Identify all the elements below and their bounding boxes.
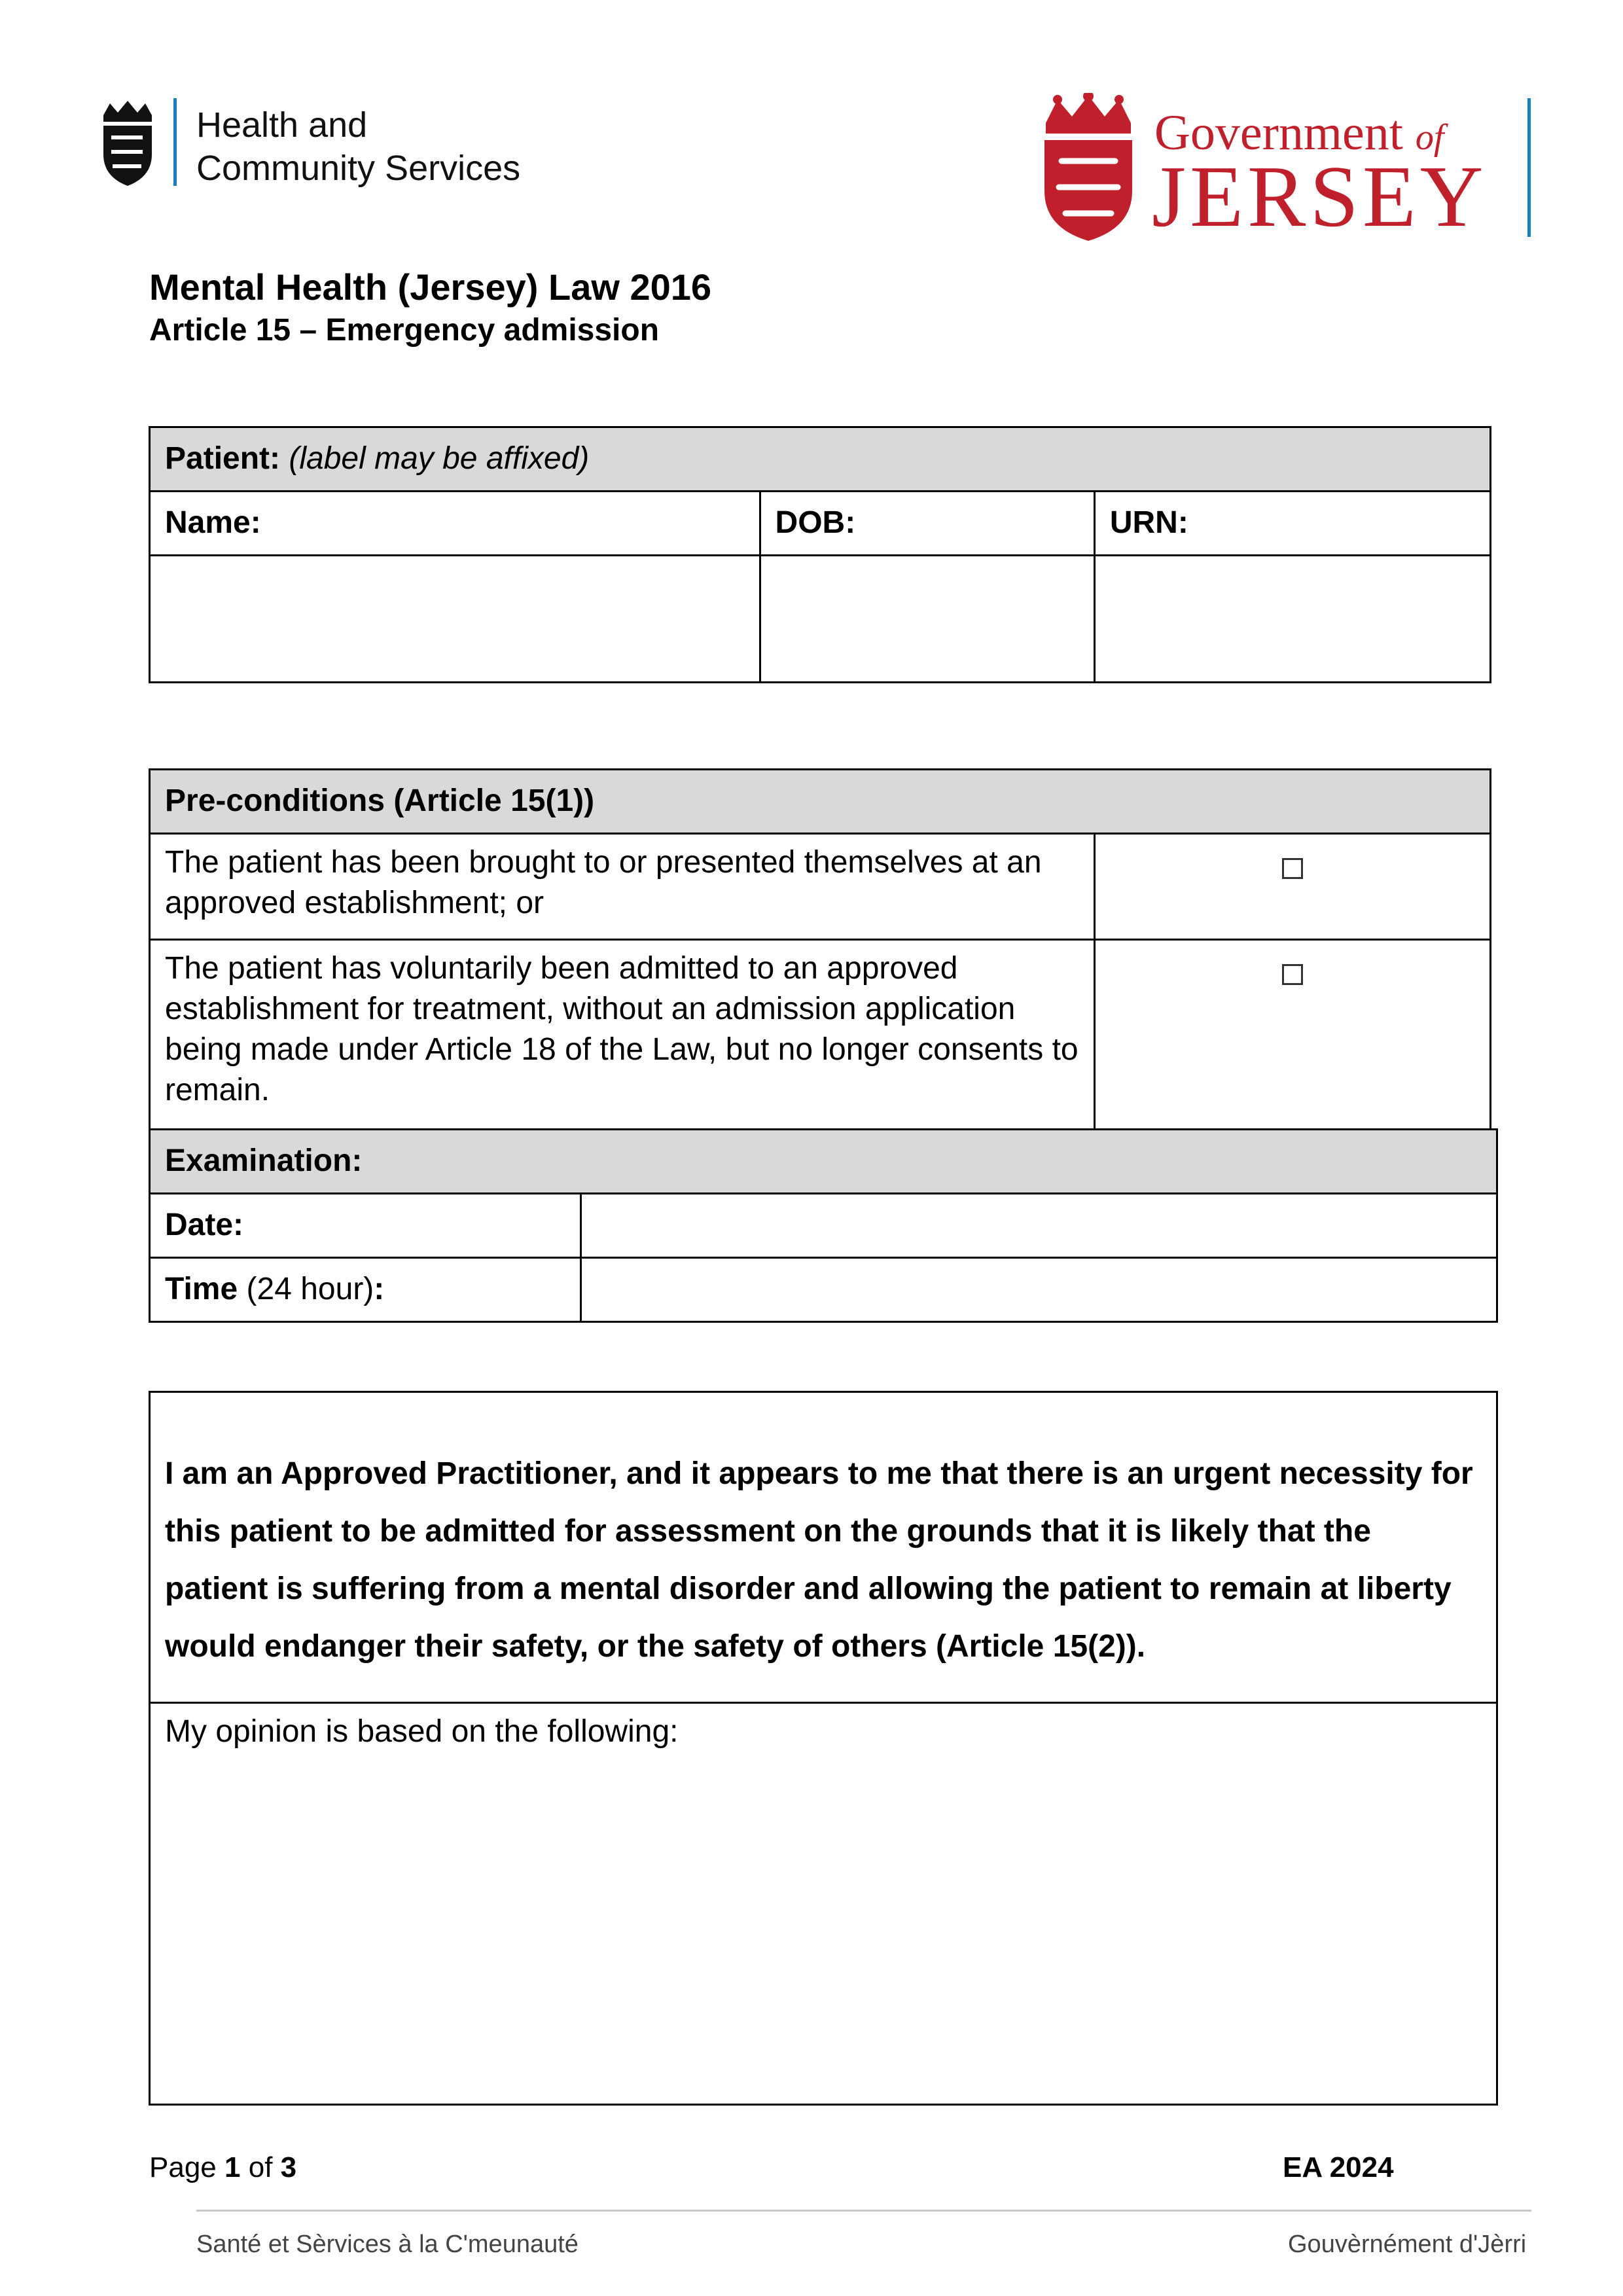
jersey-crest-icon	[1039, 93, 1137, 242]
name-field[interactable]	[150, 556, 760, 683]
preconditions-heading: Pre-conditions (Article 15(1))	[150, 770, 1491, 834]
document-title: Mental Health (Jersey) Law 2016	[149, 266, 712, 308]
document-subtitle: Article 15 – Emergency admission	[149, 313, 660, 348]
patient-table	[149, 426, 1491, 683]
dob-field[interactable]	[760, 556, 1094, 683]
urn-field[interactable]	[1094, 556, 1490, 683]
footer-divider	[196, 2210, 1531, 2212]
hcs-logo-text	[196, 103, 520, 190]
practitioner-statement: I am an Approved Practitioner, and it appears to me that there is an urgent necessity for this patient to be admitted for assessment on the grounds that it is likely that the patient is suffering from a mental disorder and allowing the patient to remain at liberty would endanger their safety, or the safety of others (Article 15(2)).	[150, 1392, 1497, 1703]
opinion-label: My opinion is based on the following:	[165, 1714, 679, 1749]
goj-divider	[1527, 98, 1531, 237]
hcs-crest-icon	[99, 99, 156, 187]
dob-label: DOB:	[760, 492, 1094, 556]
precondition-cell-2	[1094, 940, 1490, 1130]
statement-table	[149, 1391, 1498, 2106]
goj-jersey-text: JERSEY	[1152, 148, 1488, 245]
hcs-line1: Health and	[196, 105, 368, 145]
preconditions-table	[149, 768, 1491, 1130]
footer-left-text: Santé et Sèrvices à la C'meunauté	[196, 2231, 579, 2258]
exam-time-label: Time (24 hour):	[150, 1258, 581, 1322]
precondition-checkbox-1[interactable]	[1282, 858, 1303, 879]
opinion-field[interactable]	[150, 1703, 1497, 2105]
exam-date-field[interactable]	[581, 1194, 1497, 1258]
goj-government-text: Government of	[1154, 105, 1444, 160]
exam-date-label: Date:	[150, 1194, 581, 1258]
examination-table	[149, 1128, 1498, 1323]
precondition-cell-1	[1094, 834, 1490, 940]
exam-time-field[interactable]	[581, 1258, 1497, 1322]
precondition-checkbox-2[interactable]	[1282, 964, 1303, 985]
hcs-line2: Community Services	[196, 149, 521, 188]
precondition-text-1: The patient has been brought to or presented themselves at an approved establishment; or	[150, 834, 1095, 940]
precondition-text-2: The patient has voluntarily been admitted to an approved establishment for treatment, without an admission application being made under Article 18 of the Law, but no longer consents to remain.	[150, 940, 1095, 1130]
form-code: EA 2024	[1283, 2151, 1394, 2183]
name-label: Name:	[150, 492, 760, 556]
page-number: Page 1 of 3	[149, 2151, 297, 2183]
footer-right-text: Gouvèrnément d'Jèrri	[1288, 2231, 1527, 2258]
hcs-divider	[173, 98, 177, 186]
examination-heading: Examination:	[150, 1130, 1497, 1194]
urn-label: URN:	[1094, 492, 1490, 556]
patient-heading: Patient: (label may be affixed)	[150, 427, 1491, 492]
